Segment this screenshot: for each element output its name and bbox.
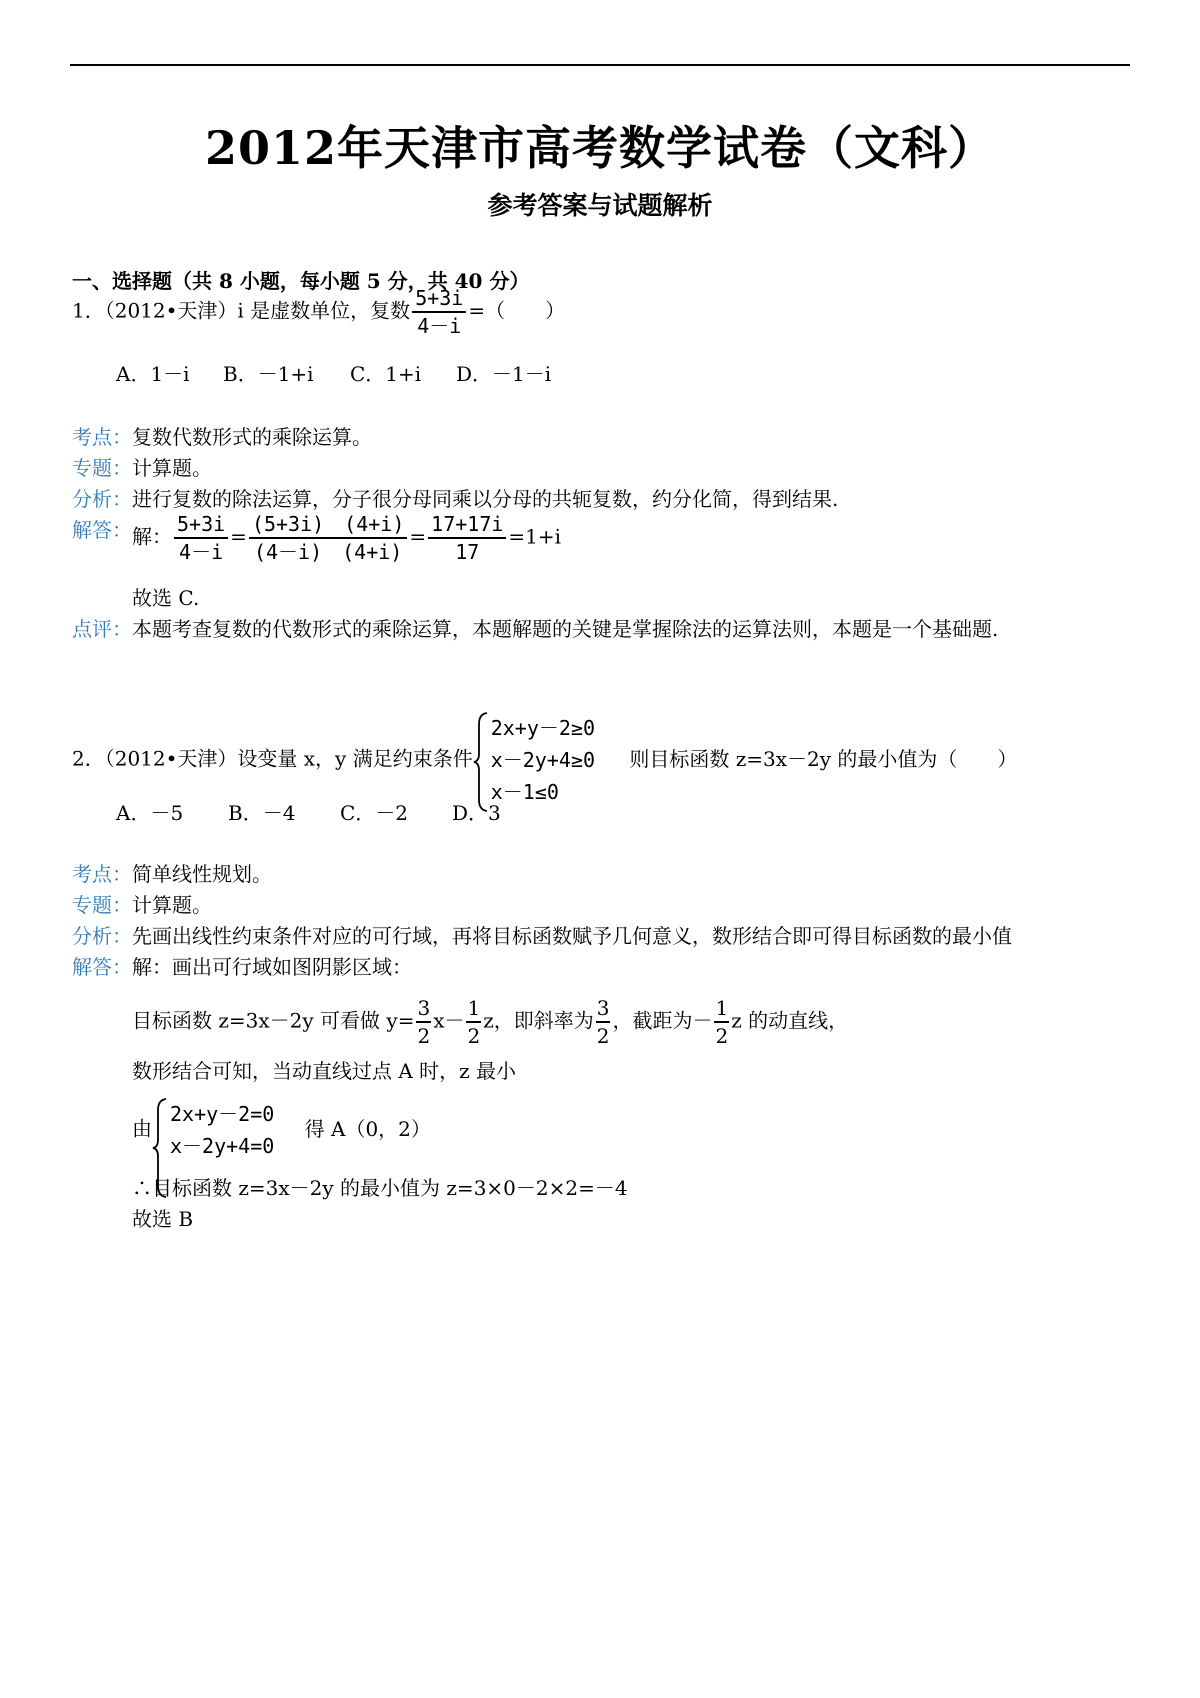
q2-frac-1-2 [466,998,481,1046]
q1-options [116,361,551,387]
q2-fenxi [72,923,1012,949]
q1-option-b: B．－1+i [223,362,314,386]
q2-suffix: 则目标函数 z=3x－2y 的最小值为（ ） [629,746,1018,771]
q2-f3-den: 2 [596,1021,611,1046]
q1-zhuanti [72,455,212,481]
q2-jie-line-1: 解：画出可行域如图阴影区域： [132,955,412,979]
q2-option-a: A．－5 [116,801,184,825]
jieda-label: 解答： [72,955,132,979]
page-title: 2012年天津市高考数学试卷（文科） [204,121,996,175]
q2-prefix: 2．（2012•天津）设变量 x，y 满足约束条件 [72,746,473,771]
q1-sol-den-2: (4－i) (4+i) [249,537,407,562]
q2-frac-3-2 [416,998,431,1046]
q1-sol-frac-3 [428,514,506,562]
q2-l2-b: x－ [433,1008,465,1033]
q2-zhuanti [72,892,212,918]
q2-jie-line-5: ∴目标函数 z=3x－2y 的最小值为 z=3×0－2×2=－4 [132,1176,628,1200]
q1-sol-den-3: 17 [428,537,506,562]
q2-jie-line-2 [132,998,848,1046]
q1-solution: 解： $\frac{5+3i}{4-i}$ = $\frac{(5+3i) (4+i)}{(4-i) (4+i)}$ = $\frac{17+17i}{17}$ =1+i [132,512,562,564]
section-heading: 一、选择题（共 8 小题，每小题 5 分，共 40 分） [72,269,530,293]
q2-kaodian [72,861,272,887]
q2-system-eq-1: 2x+y－2=0 [170,1102,275,1126]
q2-constraint-3: x－1≤0 [490,780,559,804]
q1-fraction [412,288,466,336]
q2-f2-den: 2 [466,1021,481,1046]
q2-fenxi-text: 先画出线性约束条件对应的可行域，再将目标函数赋予几何意义，数形结合即可得目标函数的最小值 [132,924,1012,948]
q1-guxuan: 故选 C. [132,586,200,610]
q2-l2-d: ，截距为－ [612,1008,713,1033]
q1-jieda-label: 解答： [72,518,132,542]
q2-frac-intercept [714,998,729,1046]
q2-option-c: C．－2 [340,801,409,825]
q1-option-d: D．－1－i [456,362,552,386]
q2-l2-a: 目标函数 z=3x－2y 可看做 y= [132,1008,415,1033]
q1-fenxi [72,486,838,512]
q2-zhuanti-text: 计算题。 [132,893,212,917]
q2-f1-den: 2 [416,1021,431,1046]
q2-jieda [72,954,412,980]
q1-suffix: =（ ） [468,298,566,323]
q2-f4-num: 1 [715,996,729,1020]
q2-constraint-system [473,712,595,808]
q2-de: 得 A（0，2） [304,1116,431,1141]
q2-solve-system [152,1098,274,1162]
brace-icon [473,712,489,812]
zhuanti-label: 专题： [72,893,132,917]
q1-option-a: A．1－i [116,362,190,386]
q2-constraint-2: x－2y+4≥0 [490,748,596,772]
top-rule [70,64,1130,66]
q2-system-eq-2: x－2y+4=0 [170,1134,275,1158]
q1-kaodian-text: 复数代数形式的乘除运算。 [132,425,372,449]
q1-option-c: C．1+i [350,362,422,386]
q1-sol-frac-2 [249,514,407,562]
zhuanti-label: 专题： [72,456,132,480]
q1-sol-den-1: 4－i [174,537,228,562]
q1-sol-num-1: 5+3i [177,512,226,536]
q1-dianping-text: 本题考查复数的代数形式的乘除运算，本题解题的关键是掌握除法的运算法则，本题是一个基础题. [132,617,999,641]
q2-jie-line-3: 数形结合可知，当动直线过点 A 时，z 最小 [132,1059,517,1083]
q1-dianping [72,616,998,642]
q1-sol-num-3: 17+17i [431,512,504,536]
fenxi-label: 分析： [72,924,132,948]
q2-jie-line-4 [132,1098,431,1162]
q2-jie-line-6: 故选 B [132,1207,194,1231]
q2-option-d: D．3 [452,801,501,825]
kaodian-label: 考点： [72,862,132,886]
q2-stem [72,712,1017,808]
kaodian-label: 考点： [72,425,132,449]
q2-option-b: B．－4 [228,801,296,825]
q1-prefix: 1．（2012•天津）i 是虚数单位，复数 [72,298,411,323]
q1-sol-frac-1 [174,514,228,562]
dianping-label: 点评： [72,617,132,641]
q1-sol-result: =1+i [508,524,562,549]
q1-frac-num: 5+3i [415,286,464,310]
q2-you: 由 [132,1116,152,1141]
q2-f3-num: 3 [596,996,610,1020]
page-subtitle: 参考答案与试题解析 [487,191,713,220]
q2-f2-num: 1 [467,996,481,1020]
q2-f4-den: 2 [714,1021,729,1046]
q2-f1-num: 3 [417,996,431,1020]
q2-constraint-1: 2x+y－2≥0 [490,716,596,740]
q2-l2-c: z，即斜率为 [483,1008,594,1033]
q1-fenxi-text: 进行复数的除法运算，分子很分母同乘以分母的共轭复数，约分化简，得到结果. [132,487,839,511]
q1-sol-num-2: (5+3i) (4+i) [251,512,405,536]
fenxi-label: 分析： [72,487,132,511]
q1-jie-prefix: 解： [132,524,172,549]
q1-zhuanti-text: 计算题。 [132,456,212,480]
q1-stem [72,288,565,336]
q2-kaodian-text: 简单线性规划。 [132,862,272,886]
q1-kaodian [72,424,372,450]
q1-frac-den: 4－i [412,311,466,336]
q2-l2-e: z 的动直线， [731,1008,849,1033]
q2-frac-slope [596,998,611,1046]
q2-options [116,800,501,826]
